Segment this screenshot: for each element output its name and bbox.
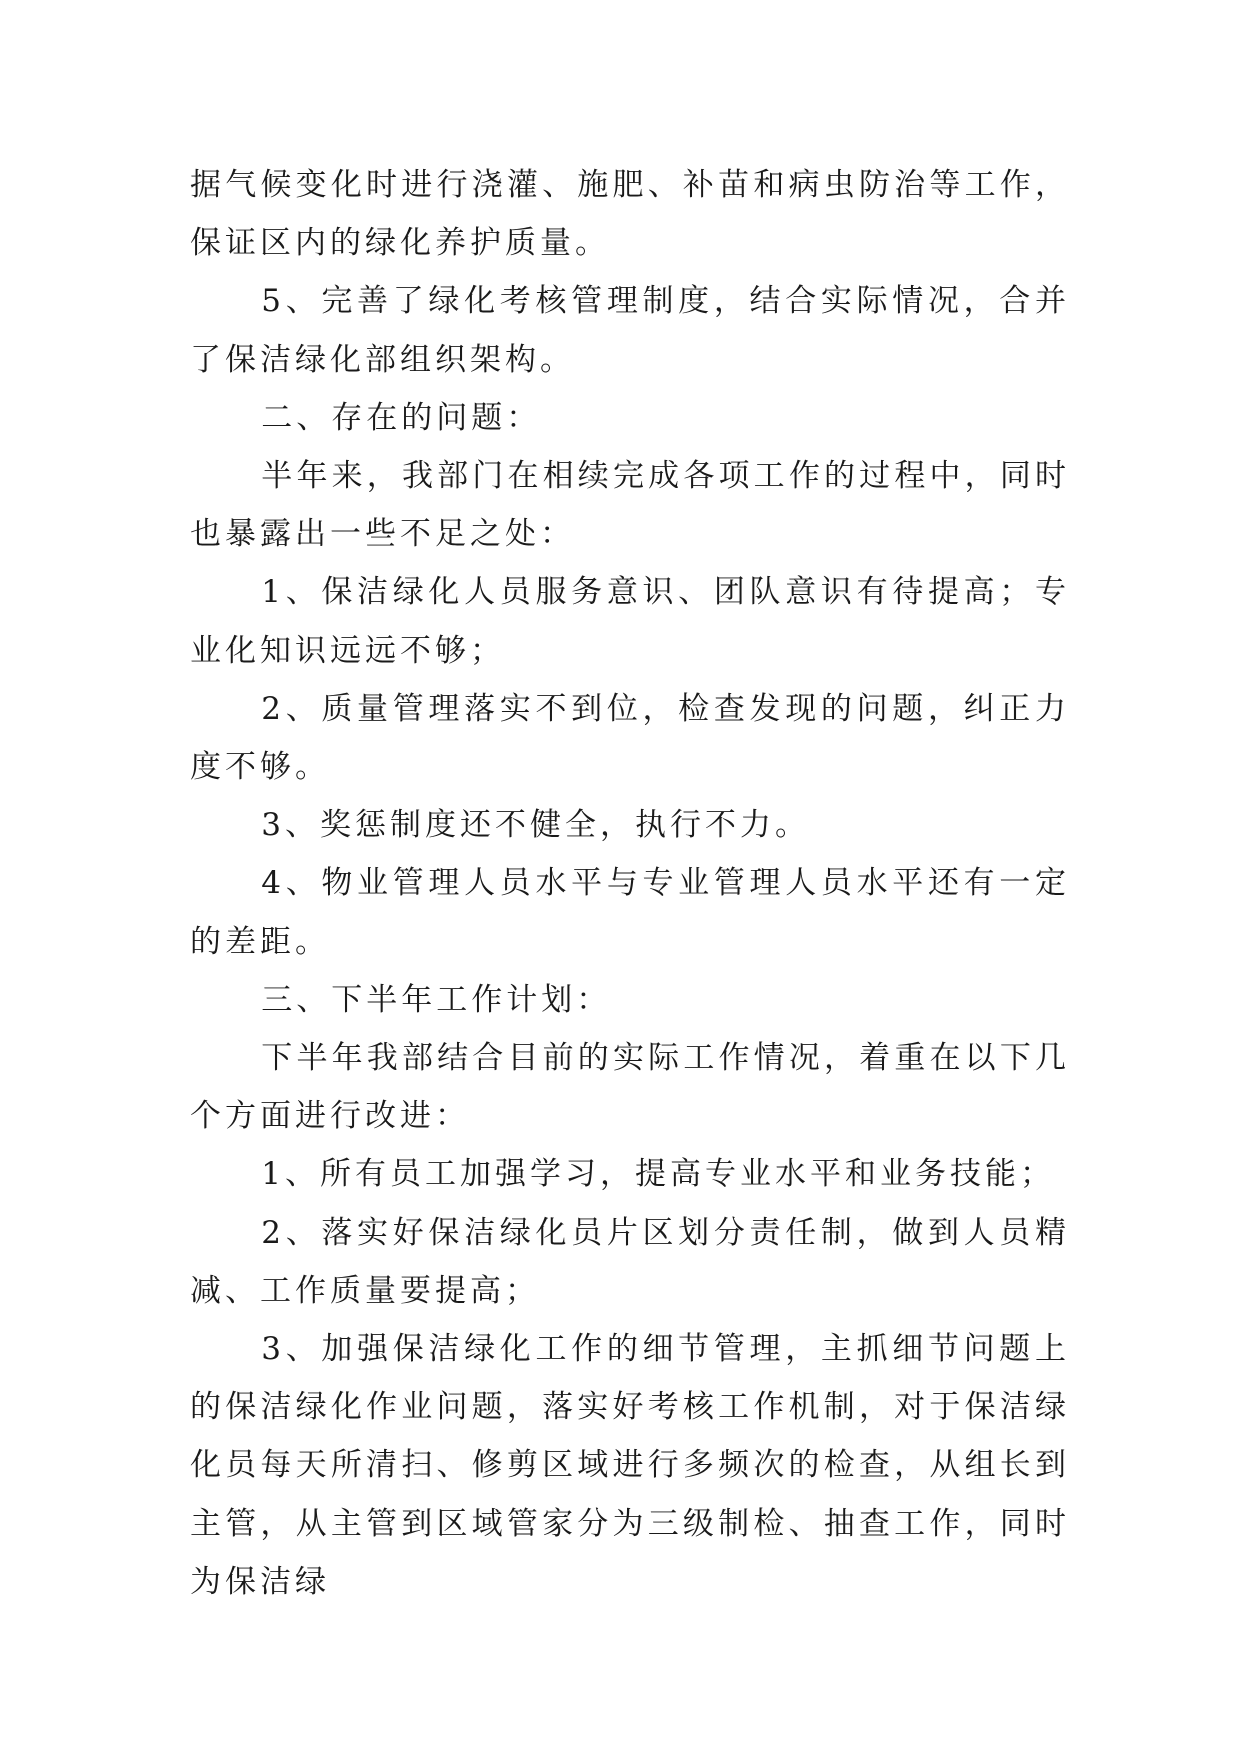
paragraph-problem-1: 1、保洁绿化人员服务意识、团队意识有待提高；专业化知识远远不够；: [190, 574, 1070, 669]
paragraph-problem-2: 2、质量管理落实不到位，检查发现的问题，纠正力度不够。: [190, 690, 1070, 786]
document-body: [190, 156, 1070, 1611]
section-heading-problems: 二、存在的问题：: [261, 399, 542, 436]
paragraph-problems-intro: 半年来，我部门在相续完成各项工作的过程中，同时也暴露出一些不足之处：: [190, 458, 1070, 553]
paragraph-item-5: 5、完善了绿化考核管理制度，结合实际情况，合并了保洁绿化部组织架构。: [190, 283, 1070, 378]
paragraph-plan-intro: 下半年我部结合目前的实际工作情况，着重在以下几个方面进行改进：: [190, 1040, 1070, 1135]
paragraph-plan-3: 3、加强保洁绿化工作的细节管理，主抓细节问题上的保洁绿化作业问题，落实好考核工作机制，对于保洁绿化员每天所清扫、修剪区域进行多频次的检查，从组长到主管，从主管到区域管家分为三级制检、抽查工作，同时为保洁绿: [190, 1331, 1070, 1600]
paragraph-plan-1: 1、所有员工加强学习，提高专业水平和业务技能；: [261, 1156, 1056, 1193]
paragraph-plan-2: 2、落实好保洁绿化员片区划分责任制，做到人员精减、工作质量要提高；: [190, 1214, 1070, 1309]
paragraph-problem-3: 3、奖惩制度还不健全，执行不力。: [261, 807, 811, 844]
paragraph-continuation: 据气候变化时进行浇灌、施肥、补苗和病虫防治等工作，保证区内的绿化养护质量。: [190, 167, 1070, 262]
section-heading-plan: 三、下半年工作计划：: [261, 981, 612, 1018]
paragraph-problem-4: 4、物业管理人员水平与专业管理人员水平还有一定的差距。: [190, 865, 1070, 960]
